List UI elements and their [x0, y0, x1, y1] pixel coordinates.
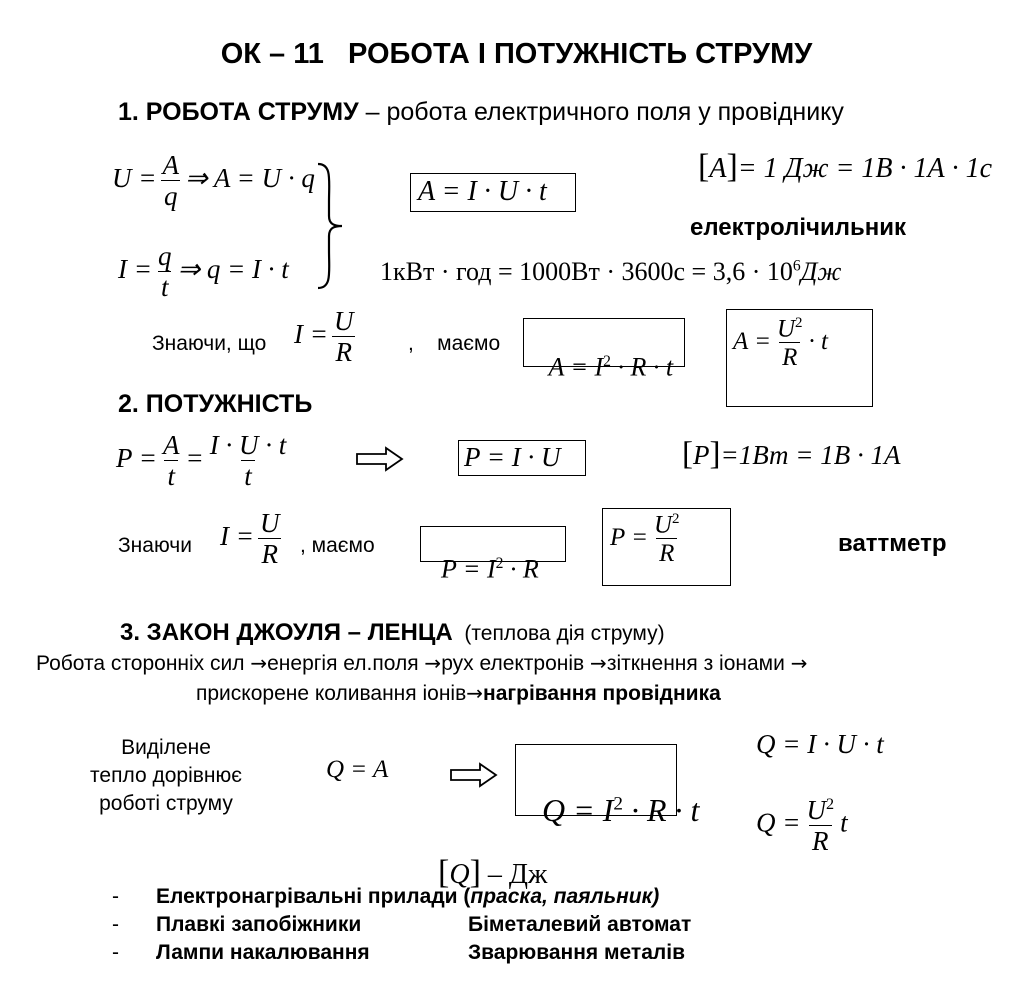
meter-wattmeter: ваттметр — [838, 530, 947, 557]
eq-power-frac2 — [207, 432, 290, 490]
formula-work-u2-frac — [774, 316, 806, 370]
power-units-symbol: P — [693, 440, 710, 470]
chain-step-3: рух електронів — [441, 652, 585, 675]
eq-power-den1: t — [164, 460, 178, 490]
eq-charge-num: q — [157, 241, 172, 271]
formula-power-u2 — [610, 512, 686, 566]
heat-equals-work: Q = A — [326, 756, 389, 783]
section1-heading-line — [118, 98, 844, 127]
heat-caption-line2: тепло дорівнює — [90, 764, 242, 787]
kwh-exponent: 6 — [792, 257, 801, 275]
ohm-law-1-num: U — [333, 306, 354, 336]
formula-power-u2-exp: 2 — [672, 511, 680, 527]
chain-step-5: прискорене коливання іонів — [196, 682, 467, 705]
formula-power-u2-lhs: P = — [610, 523, 648, 551]
list-item-2-right: Біметалевий автомат — [468, 913, 692, 936]
ohm-law-1 — [294, 308, 359, 366]
list-item — [112, 941, 812, 965]
formula-power: P = I · U — [464, 442, 561, 472]
power-units-value: =1Вт = 1В · 1А — [720, 440, 901, 470]
formula-work-u2-rest: · t — [808, 327, 828, 355]
kwh-unit: Дж — [800, 257, 842, 286]
eq-voltage-lhs: U = — [112, 163, 157, 194]
chain-step-6: нагрівання провідника — [483, 682, 721, 705]
chain-step-4: зіткнення з іонами — [606, 652, 785, 675]
ohm-law-2-frac — [257, 510, 283, 568]
we-have-2: , маємо — [300, 534, 375, 557]
section2-heading: 2. ПОТУЖНІСТЬ — [118, 390, 313, 418]
formula-work-u2-den: R — [779, 342, 800, 370]
formula-work-u2 — [733, 316, 828, 370]
eq-power-lhs: P = — [116, 443, 157, 474]
ohm-law-1-den: R — [332, 336, 355, 366]
list-bullet: - — [112, 941, 119, 964]
work-units: [A]= 1 Дж = 1В · 1А · 1с — [698, 148, 993, 185]
formula-work-u2-num: U — [776, 315, 796, 343]
formula-joule — [526, 762, 699, 826]
page-title: ОК – 11 РОБОТА І ПОТУЖНІСТЬ СТРУМУ — [220, 38, 813, 70]
formula-joule-rest: · R · t — [622, 792, 700, 828]
energy-chain-line2 — [196, 681, 721, 706]
list-item-1-examples: праска, паяльник) — [470, 885, 660, 908]
list-item-3-left: Лампи накалювання — [156, 941, 370, 964]
formula-joule-exp: 2 — [613, 793, 623, 815]
list-item-1-text: Електронагрівальні прилади (праска, паяльник) — [156, 885, 660, 908]
chain-arrow-icon: → — [590, 651, 607, 675]
eq-charge-rhs: ⇒ q = I · t — [177, 254, 289, 285]
formula-power-u2-den: R — [656, 538, 677, 566]
ohm-law-2-num: U — [259, 508, 280, 538]
list-bullet: - — [112, 913, 119, 936]
formula-work-r-exp: 2 — [603, 353, 611, 370]
chain-step-2: енергія ел.поля — [267, 652, 419, 675]
formula-joule-base: Q = I — [542, 792, 614, 828]
ohm-law-2-lhs: I = — [220, 521, 254, 552]
chain-arrow-icon: → — [250, 651, 268, 675]
work-units-value: = 1 Дж = 1В · 1А · 1с — [737, 153, 993, 184]
kwh-conversion — [380, 257, 841, 287]
eq-voltage-rhs: ⇒ A = U · q — [184, 163, 315, 194]
heat-formula-u2-den: R — [809, 825, 832, 855]
formula-power-u2-num: U — [653, 511, 673, 539]
knowing-text-2: Знаючи — [118, 534, 192, 557]
heat-units: [Q] – Дж — [438, 854, 548, 891]
energy-chain-line1 — [36, 651, 807, 676]
heat-caption-line1: Виділене — [121, 736, 211, 759]
heat-formula-u2-num: U — [806, 795, 826, 825]
chain-arrow-icon: → — [466, 681, 484, 705]
section3-heading: 3. ЗАКОН ДЖОУЛЯ – ЛЕНЦА — [120, 619, 453, 646]
heat-caption — [66, 734, 266, 818]
list-item-2-left: Плавкі запобіжники — [156, 913, 362, 936]
right-brace-icon — [316, 162, 346, 290]
chain-step-1: Робота сторонніх сил — [36, 652, 245, 675]
list-item — [112, 913, 812, 937]
ohm-law-2 — [220, 510, 285, 568]
formula-power-u2-frac — [651, 512, 683, 566]
eq-power — [116, 432, 292, 490]
heat-caption-line3: роботі струму — [99, 792, 233, 815]
heat-units-value: – Дж — [480, 859, 548, 890]
list-bullet: - — [112, 885, 119, 908]
power-units: [P]=1Вт = 1В · 1А — [682, 436, 901, 472]
chain-arrow-icon: → — [790, 651, 808, 675]
heat-formula-u2-rest: t — [840, 807, 848, 838]
heat-formula-u2-exp: 2 — [825, 795, 835, 813]
section3-subtitle: (теплова дія струму) — [452, 622, 665, 645]
section1-definition: – робота електричного поля у провіднику — [358, 98, 844, 126]
eq-voltage — [112, 152, 315, 210]
formula-power-r-rest: · R — [503, 554, 539, 584]
eq-charge-lhs: I = — [118, 254, 152, 285]
eq-charge-frac — [155, 243, 175, 301]
ohm-law-2-den: R — [258, 538, 281, 568]
formula-work-u2-lhs: A = — [733, 327, 771, 355]
formula-power-r-exp: 2 — [495, 555, 504, 572]
meter-electricity: електролічильник — [690, 214, 906, 241]
eq-charge-den: t — [158, 271, 172, 301]
eq-power-den2: t — [241, 460, 255, 490]
heat-formula-u2-lhs: Q = — [756, 807, 801, 838]
we-have-1: , маємо — [408, 332, 501, 355]
formula-power-r-base: P = I — [441, 554, 496, 584]
ohm-law-1-lhs: I = — [294, 319, 328, 350]
formula-work-u2-exp: 2 — [795, 315, 803, 331]
ohm-law-1-frac — [331, 308, 357, 366]
knowing-text-1: Знаючи, що — [152, 332, 267, 355]
heat-formula-u2-frac — [803, 796, 837, 855]
eq-power-num1: A — [162, 430, 180, 460]
eq-voltage-frac — [159, 152, 182, 210]
heat-formula-u2 — [756, 796, 848, 855]
eq-charge — [118, 243, 289, 301]
eq-power-num2: I · U · t — [209, 430, 287, 460]
eq-power-equals: = — [185, 443, 204, 474]
formula-power-r — [428, 530, 539, 583]
formula-work-r-base: A = I — [548, 352, 604, 382]
implies-arrow-icon — [450, 762, 498, 788]
implies-arrow-icon — [356, 446, 404, 472]
kwh-equation: 1кВт · год = 1000Вт · 3600с = 3,6 · 10 — [380, 257, 793, 286]
eq-voltage-den: q — [161, 180, 181, 210]
heat-formula-iut: Q = I · U · t — [756, 729, 884, 759]
chain-arrow-icon: → — [424, 651, 442, 675]
section3-heading-line — [120, 619, 665, 647]
heat-units-symbol: Q — [449, 859, 470, 890]
formula-work-r — [536, 328, 673, 381]
formula-work-r-rest: · R · t — [610, 352, 674, 382]
eq-voltage-num: A — [162, 150, 179, 180]
work-units-symbol: A — [709, 153, 727, 184]
list-item-3-right: Зварювання металів — [468, 941, 685, 964]
list-item — [112, 885, 660, 909]
formula-work: A = I · U · t — [418, 176, 547, 207]
eq-power-frac1 — [160, 432, 183, 490]
section1-heading: 1. РОБОТА СТРУМУ — [118, 98, 359, 126]
